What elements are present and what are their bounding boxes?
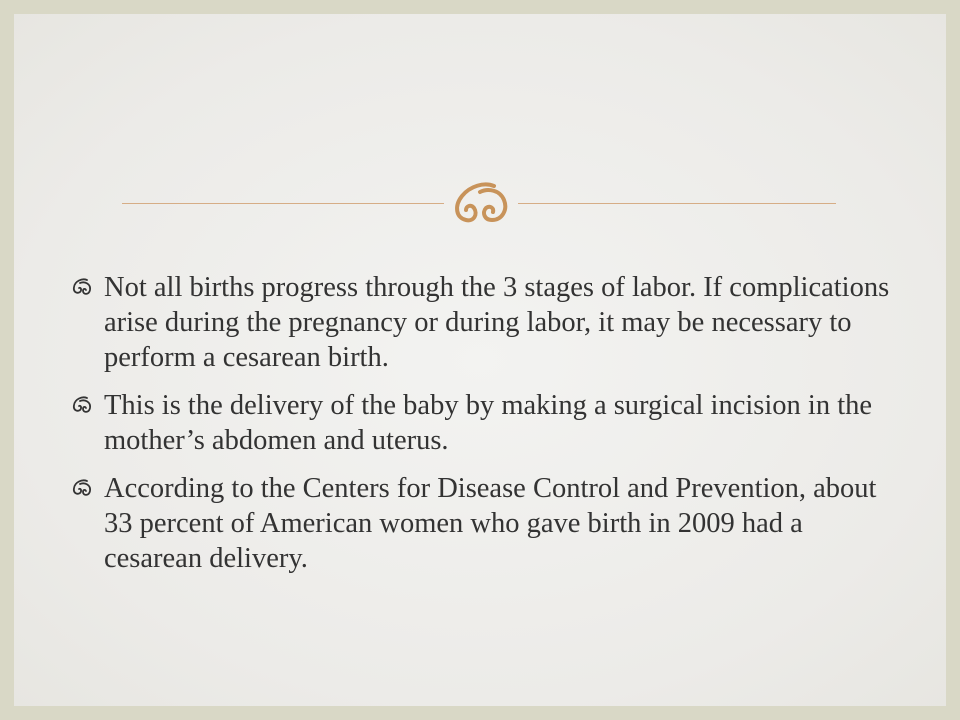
divider-line-left bbox=[122, 203, 444, 204]
bullet-item bbox=[70, 471, 890, 576]
curl-bullet-icon bbox=[70, 477, 94, 499]
curl-bullet-icon bbox=[70, 276, 94, 298]
curl-bullet-icon bbox=[70, 394, 94, 416]
bullet-text: This is the delivery of the baby by making a surgical incision in the mother’s abdomen and uterus. bbox=[104, 390, 873, 456]
bullet-text: Not all births progress through the 3 stages of labor. If complications arise during the pregnancy or during labor, it may be necessary to perform a cesarean birth. bbox=[104, 272, 890, 373]
bullet-item bbox=[70, 270, 890, 375]
bullet-item bbox=[70, 388, 890, 458]
bullet-text: According to the Centers for Disease Control and Prevention, about 33 percent of American women who gave birth in 2009 had a cesarean delivery. bbox=[104, 473, 877, 574]
curl-ornament-icon bbox=[444, 178, 518, 228]
title-divider bbox=[122, 178, 836, 228]
bullet-list bbox=[70, 270, 890, 589]
divider-line-right bbox=[518, 203, 836, 204]
